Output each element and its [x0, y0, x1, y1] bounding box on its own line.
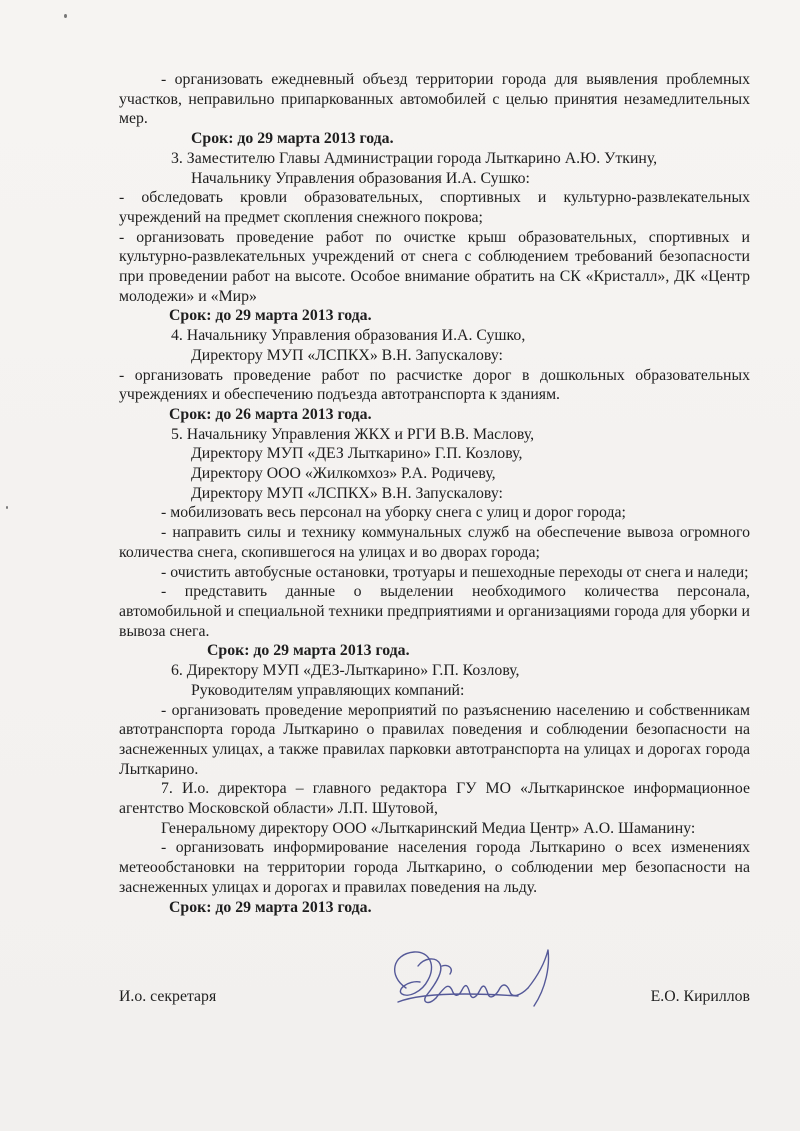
paragraph-bus-stops: - очистить автобусные остановки, тротуары и пешеходные переходы от снега и наледи;	[161, 563, 749, 581]
scan-speck	[64, 14, 67, 18]
paragraph-snow-removal: - направить силы и технику коммунальных служб на обеспечение вывоза огромного количества снега, скопившегося на улицах и во дворах города;	[119, 524, 750, 561]
deadline-3: Срок: до 26 марта 2013 года.	[169, 405, 372, 423]
section-6-addressee: Руководителям управляющих компаний:	[191, 681, 465, 699]
signatory-position: И.о. секретаря	[119, 988, 217, 1005]
paragraph-roofs-clean: - организовать проведение работ по очистке крыш образовательных, спортивных и культурно-развлекательных учреждений от снега с соблюдением требований безопасности при проведении работ на высоте. Особое внимание обратить на СК «Кристалл», ДК «Центр молодежи» и «Мир»	[119, 228, 750, 305]
section-7-addressee: Генеральному директору ООО «Лыткаринский Медиа Центр» А.О. Шаманину:	[161, 819, 696, 837]
deadline-1: Срок: до 29 марта 2013 года.	[191, 130, 394, 148]
paragraph-kindergarten-roads: - организовать проведение работ по расчистке дорог в дошкольных образовательных учреждениях и обеспечению подъезда автотранспорта к зданиям.	[119, 366, 750, 404]
section-7-heading: 7. И.о. директора – главного редактора ГУ МО «Лыткаринское информационное агентство Московской области» Л.П. Шутовой,	[119, 780, 750, 818]
document-body	[119, 70, 750, 917]
paragraph-roofs-inspect: - обследовать кровли образовательных, спортивных и культурно-развлекательных учреждений на предмет скопления снежного покрова;	[119, 189, 750, 226]
paragraph-objezd: - организовать ежедневный объезд территории города для выявления проблемных участков, неправильно припаркованных автомобилей с целью принятия незамедлительных мер.	[119, 71, 750, 128]
deadline-4: Срок: до 29 марта 2013 года.	[207, 642, 410, 660]
paragraph-report-data: - представить данные о выделении необходимого количества персонала, автомобильной и специальной техники предприятиями и организациями города для уборки и вывоза снега.	[119, 583, 750, 640]
deadline-2: Срок: до 29 марта 2013 года.	[169, 307, 372, 325]
signatory-name: Е.О. Кириллов	[650, 988, 750, 1005]
section-5-addressee-3: Директору МУП «ЛСПКХ» В.Н. Запускалову:	[191, 484, 503, 502]
section-3-addressee: Начальнику Управления образования И.А. Сушко:	[191, 169, 530, 187]
section-5-heading: 5. Начальнику Управления ЖКХ и РГИ В.В. Маслову,	[171, 425, 535, 443]
section-4-addressee: Директору МУП «ЛСПКХ» В.Н. Запускалову:	[191, 346, 503, 364]
section-5-addressee-2: Директору ООО «Жилкомхоз» Р.А. Родичеву,	[191, 465, 496, 483]
section-3-heading: 3. Заместителю Главы Администрации города Лыткарино А.Ю. Уткину,	[171, 149, 658, 167]
paragraph-explain-rules: - организовать проведение мероприятий по разъяснению населению и собственникам автотранспорта города Лыткарино о правилах поведения и соблюдении безопасности на заснеженных улицах, а также правилах парковки автотранспорта на улицах и дорогах города Лыткарино.	[119, 701, 750, 778]
section-4-heading: 4. Начальнику Управления образования И.А. Сушко,	[171, 327, 526, 345]
paragraph-inform-public: - организовать информирование населения города Лыткарино о всех изменениях метеообстановки на территории города Лыткарино, о соблюдении мер безопасности на заснеженных улицах и дорогах и правилах поведения на льду.	[119, 839, 750, 896]
handwritten-signature	[378, 936, 558, 1026]
scan-speck	[6, 506, 8, 509]
deadline-5: Срок: до 29 марта 2013 года.	[169, 898, 372, 916]
section-5-addressee-1: Директору МУП «ДЕЗ Лыткарино» Г.П. Козлову,	[191, 445, 523, 463]
section-6-heading: 6. Директору МУП «ДЕЗ-Лыткарино» Г.П. Козлову,	[171, 662, 520, 680]
paragraph-mobilize: - мобилизовать весь персонал на уборку снега с улиц и дорог города;	[161, 504, 626, 522]
